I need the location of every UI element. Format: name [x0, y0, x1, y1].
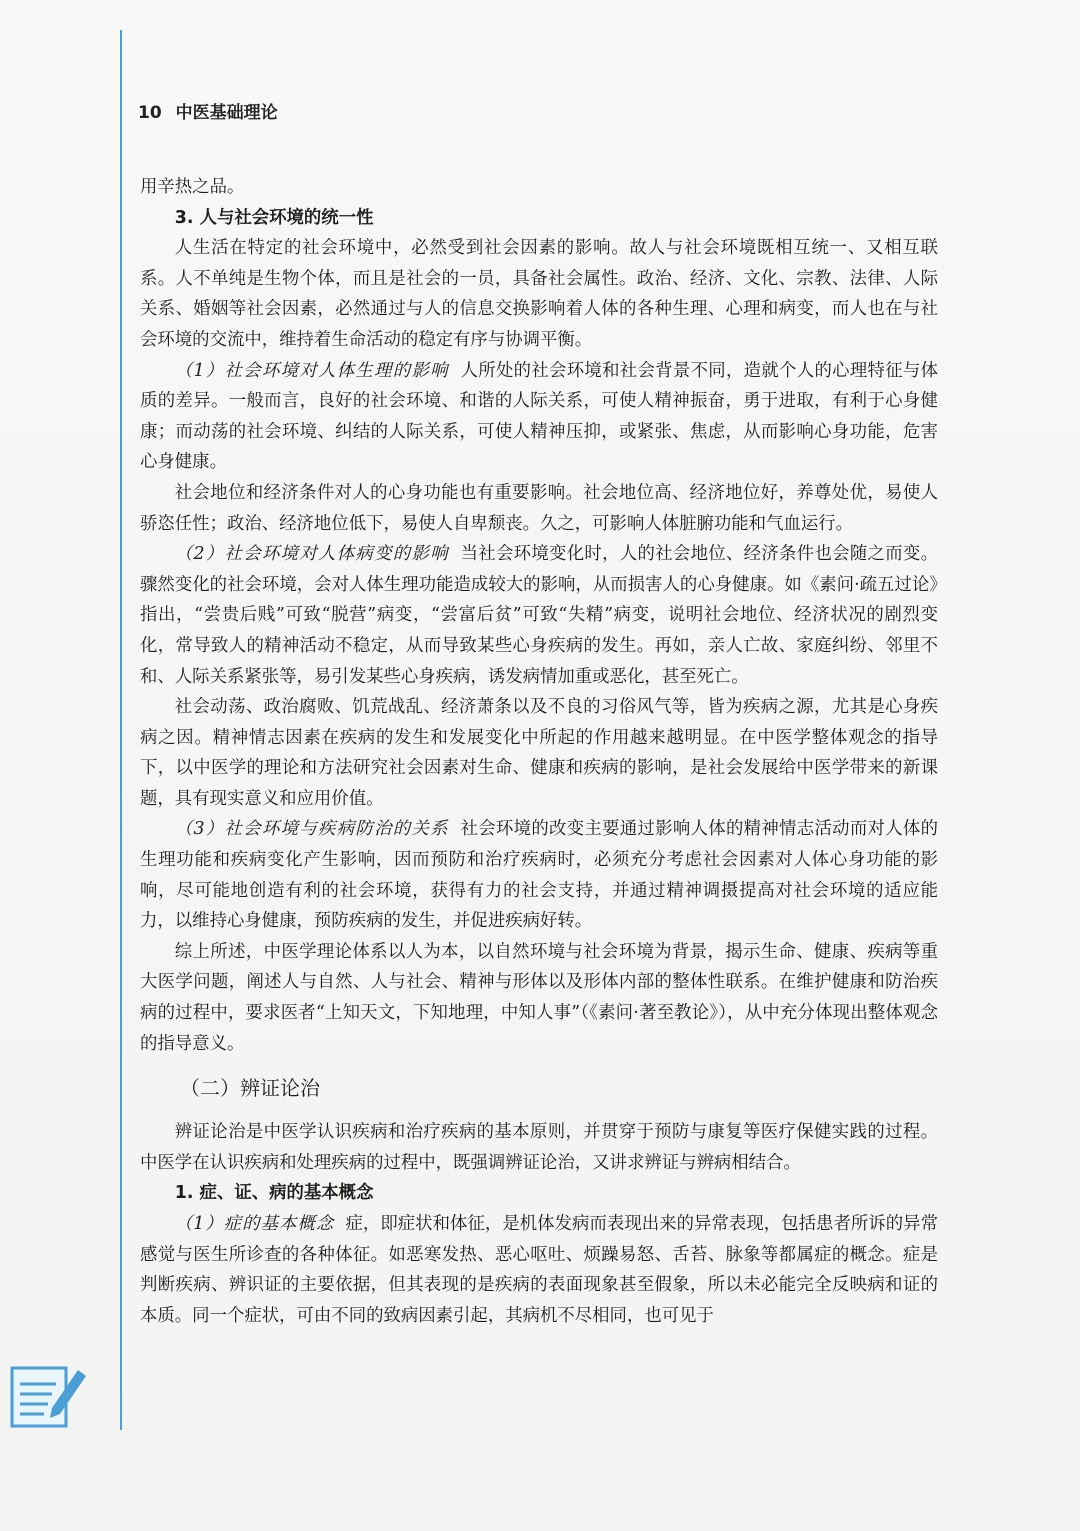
page-body — [140, 172, 938, 1331]
paragraph — [140, 539, 938, 692]
paragraph-text: 当社会环境变化时，人的社会地位、经济条件也会随之而变。骤然变化的社会环境，会对人体生理功能造成较大的影响，从而损害人的心身健康。如《素问·疏五过论》指出，“尝贵后贱”可致“脱营”病变，“尝富后贫”可致“失精”病变，说明社会地位、经济状况的剧烈变化，常导致人的精神活动不稳定，从而导致某些心身疾病的发生。再如，亲人亡故、家庭纠纷、邻里不和、人际关系紧张等，易引发某些心身疾病，诱发病情加重或恶化，甚至死亡。 — [140, 544, 938, 687]
notebook-pencil-icon — [8, 1358, 88, 1430]
subsection-heading: 3. 人与社会环境的统一性 — [174, 207, 374, 228]
paragraph-lead: （1）症的基本概念 — [174, 1214, 335, 1234]
paragraph-text: 人所处的社会环境和社会背景不同，造就个人的心理特征与体质的差异。一般而言，良好的社会环境、和谐的人际关系，可使人精神振奋，勇于进取，有利于心身健康；而动荡的社会环境、纠结的人际关系，可使人精神压抑，或紧张、焦虑，从而影响心身功能，危害心身健康。 — [140, 360, 938, 473]
book-title: 中医基础理论 — [175, 103, 278, 123]
paragraph: 社会地位和经济条件对人的心身功能也有重要影响。社会地位高、经济地位好，养尊处优，易使人骄恣任性；政治、经济地位低下，易使人自卑颓丧。久之，可影响人体脏腑功能和气血运行。 — [140, 482, 938, 534]
paragraph — [140, 356, 938, 478]
margin-rule — [120, 30, 122, 1430]
paragraph-text: 社会环境的改变主要通过影响人体的精神情志活动而对人体的生理功能和疾病变化产生影响，因而预防和治疗疾病时，必须充分考虑社会因素对人体心身功能的影响，尽可能地创造有利的社会环境，获得有力的社会支持，并通过精神调摄提高对社会环境的适应能力，以维持心身健康，预防疾病的发生，并促进疾病好转。 — [140, 819, 938, 932]
paragraph: 综上所述，中医学理论体系以人为本，以自然环境与社会环境为背景，揭示生命、健康、疾病等重大医学问题，阐述人与自然、人与社会、精神与形体以及形体内部的整体性联系。在维护健康和防治疾病的过程中，要求医者“上知天文，下知地理，中知人事”（《素问·著至教论》），从中充分体现出整体观念的指导意义。 — [140, 941, 938, 1054]
paragraph-lead: （1）社会环境对人体生理的影响 — [174, 360, 449, 381]
page-number: 10 — [138, 103, 162, 123]
paragraph: 辨证论治是中医学认识疾病和治疗疾病的基本原则，并贯穿于预防与康复等医疗保健实践的过程。中医学在认识疾病和处理疾病的过程中，既强调辨证论治，又讲求辨证与辨病相结合。 — [140, 1122, 938, 1173]
paragraph-lead: （3）社会环境与疾病防治的关系 — [174, 819, 449, 840]
paragraph: 人生活在特定的社会环境中，必然受到社会因素的影响。故人与社会环境既相互统一、又相互联系。人不单纯是生物个体，而且是社会的一员，具备社会属性。政治、经济、文化、宗教、法律、人际关系、婚姻等社会因素，必然通过与人的信息交换影响着人体的各种生理、心理和病变，而人也在与社会环境的交流中，维持着生命活动的稳定有序与协调平衡。 — [140, 238, 938, 350]
paragraph — [140, 1209, 938, 1331]
section-title: （二）辨证论治 — [180, 1076, 320, 1101]
subsection-heading: 1. 症、证、病的基本概念 — [174, 1183, 374, 1204]
paragraph-lead: （2）社会环境对人体病变的影响 — [174, 544, 449, 565]
page-header — [138, 98, 278, 123]
paragraph-text: 症，即症状和体征，是机体发病而表现出来的异常表现，包括患者所诉的异常感觉与医生所诊查的各种体征。如恶寒发热、恶心呕吐、烦躁易怒、舌苔、脉象等都属症的概念。症是判断疾病、辨识证的主要依据，但其表现的是疾病的表面现象甚至假象，所以未必能完全反映病和证的本质。同一个症状，可由不同的致病因素引起，其病机不尽相同，也可见于 — [140, 1214, 938, 1326]
paragraph: 用辛热之品。 — [140, 177, 245, 197]
paragraph: 社会动荡、政治腐败、饥荒战乱、经济萧条以及不良的习俗风气等，皆为疾病之源，尤其是心身疾病之因。精神情志因素在疾病的发生和发展变化中所起的作用越来越明显。在中医学整体观念的指导下，以中医学的理论和方法研究社会因素对生命、健康和疾病的影响，是社会发展给中医学带来的新课题，具有现实意义和应用价值。 — [140, 697, 938, 809]
paragraph — [140, 814, 938, 936]
